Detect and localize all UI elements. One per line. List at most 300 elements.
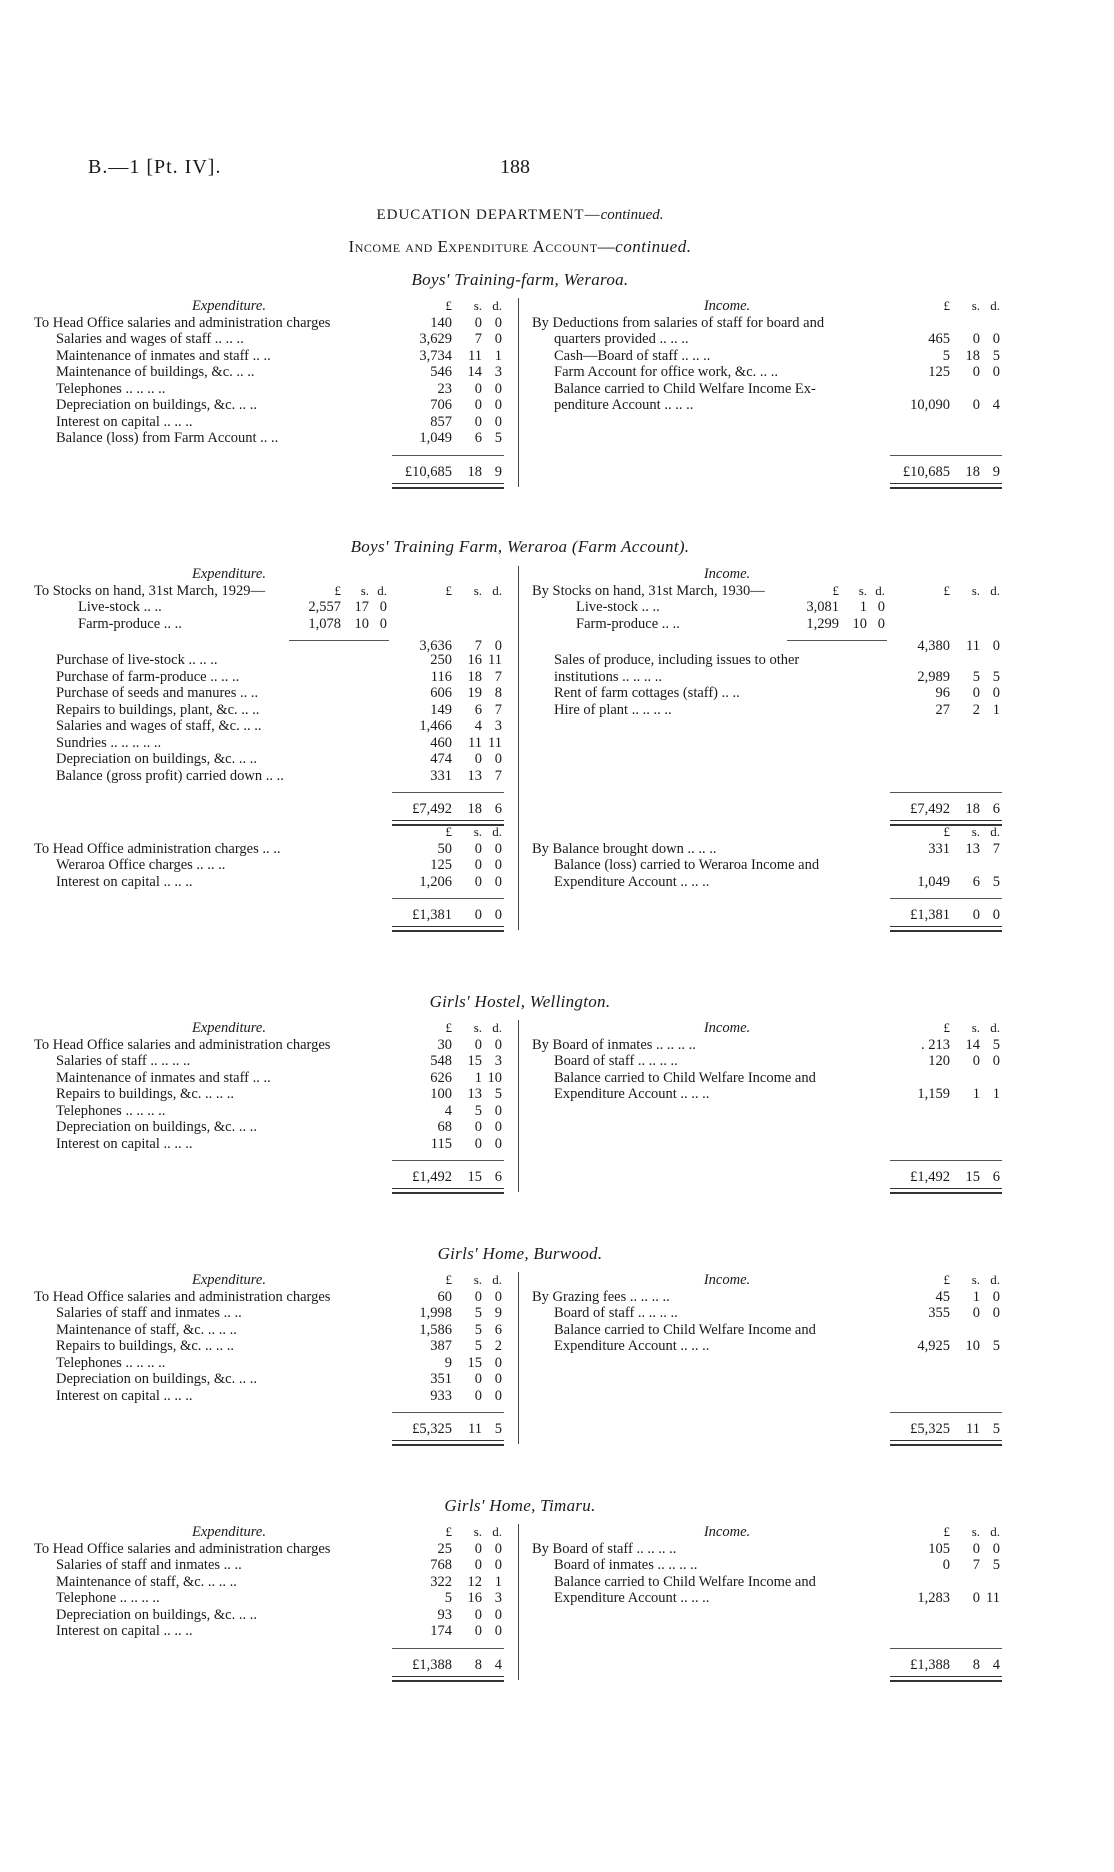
amount-pence: 0 — [992, 907, 1000, 923]
column-divider — [518, 1272, 519, 1444]
amount-pounds: £1,381 — [412, 907, 452, 923]
amount-shillings: 0 — [972, 397, 980, 413]
amount-pence: 0 — [494, 1288, 502, 1305]
amount-pence: 0 — [992, 1288, 1000, 1305]
amount-pence: 0 — [494, 1102, 502, 1119]
ledger-item-text: To Head Office administration charges .. .. — [34, 840, 281, 857]
income-column — [532, 1524, 1002, 1680]
pound-sign: £ — [943, 824, 950, 839]
ledger-row — [34, 414, 504, 431]
total-double-rule — [890, 483, 1002, 489]
ledger-item-text: Maintenance of staff, &c. .. .. .. — [56, 1321, 237, 1338]
shilling-sign: s. — [971, 1524, 980, 1539]
ledger-row — [532, 381, 1002, 398]
stock-item-text: Farm-produce .. .. — [576, 615, 680, 632]
column-divider — [518, 566, 519, 930]
income-column — [532, 298, 1002, 487]
amount-shillings: 0 — [474, 1371, 482, 1387]
ledger-row — [34, 1322, 504, 1339]
spacer — [532, 718, 1002, 784]
amount-pence: 0 — [494, 1387, 502, 1404]
ledger-row — [532, 1322, 1002, 1339]
amount-pounds: 1,586 — [419, 1321, 452, 1338]
amount-pounds: 355 — [928, 1305, 950, 1321]
ledger-item-text: By Grazing fees .. .. .. .. — [532, 1288, 670, 1305]
amount-shillings: 18 — [965, 347, 980, 364]
amount-pounds: 5 — [444, 1590, 452, 1606]
amount-pence: 7 — [494, 668, 502, 685]
ledger-row — [532, 702, 1002, 719]
column-header — [34, 566, 504, 583]
ledger-row — [34, 1136, 504, 1153]
column-header — [34, 1020, 504, 1037]
amount-pence: 0 — [494, 1623, 502, 1639]
income-column — [532, 1020, 1002, 1192]
total-rule — [392, 792, 504, 793]
stock-opening-text: By Stocks on hand, 31st March, 1930— — [532, 582, 765, 599]
total-row — [532, 1640, 1002, 1680]
amount-pence: 8 — [494, 685, 502, 701]
amount-pounds: £7,492 — [412, 801, 452, 817]
section-title-girls-home-burwood: Girls' Home, Burwood. — [437, 1244, 603, 1263]
ledger-item-text: Maintenance of buildings, &c. .. .. — [56, 364, 255, 380]
currency-header-row — [34, 824, 504, 841]
pence-sign: d. — [377, 582, 387, 598]
ledger-item-text: To Head Office salaries and administration charges — [34, 1036, 331, 1053]
amount-shillings: 16 — [467, 1590, 482, 1606]
stock-opening-row — [34, 583, 504, 600]
ledger-row — [34, 718, 504, 735]
shilling-sign: s. — [473, 298, 482, 313]
pound-sign: £ — [832, 582, 839, 598]
amount-pounds: 387 — [430, 1338, 452, 1354]
ledger-item-text: Telephones .. .. .. .. — [56, 1354, 166, 1371]
total-row — [34, 1640, 504, 1680]
amount-shillings: 0 — [474, 413, 482, 430]
amount-pounds: 105 — [928, 1540, 950, 1557]
ledger-item-text: Cash—Board of staff .. .. .. — [554, 347, 711, 364]
total-rule — [392, 1648, 504, 1649]
ledger-row — [34, 315, 504, 332]
amount-pence: 3 — [494, 1053, 502, 1069]
amount-shillings: 5 — [972, 668, 980, 685]
amount-pence: 0 — [494, 751, 502, 767]
amount-shillings: 0 — [474, 380, 482, 397]
amount-pence: 1 — [494, 347, 502, 364]
amount-pence: 5 — [494, 1086, 502, 1102]
amount-pounds: . 213 — [921, 1036, 950, 1053]
amount-pence: 5 — [992, 347, 1000, 364]
ledger-row — [34, 1388, 504, 1405]
total-double-rule — [392, 1676, 504, 1682]
amount-shillings: 7 — [474, 638, 482, 654]
amount-pounds: 116 — [430, 668, 452, 685]
ledger-row — [34, 1070, 504, 1087]
ledger-item-text: Maintenance of staff, &c. .. .. .. — [56, 1573, 237, 1590]
ledger-row — [532, 1086, 1002, 1103]
amount-pounds: £1,492 — [910, 1169, 950, 1185]
amount-shillings: 13 — [467, 767, 482, 784]
ledger-item-text: By Deductions from salaries of staff for board and — [532, 314, 825, 331]
ledger-row — [34, 1338, 504, 1355]
amount-pounds: 9 — [444, 1354, 452, 1371]
amount-pounds: 68 — [437, 1119, 452, 1135]
amount-pence: 5 — [992, 1036, 1000, 1053]
subtotal-rule — [787, 640, 887, 641]
column-label: Expenditure. — [192, 1020, 266, 1036]
shilling-sign: s. — [858, 582, 867, 598]
ledger-row — [34, 768, 504, 785]
ledger-row — [532, 1037, 1002, 1054]
amount-pence: 9 — [992, 463, 1000, 480]
ledger-item-text: quarters provided .. .. .. — [554, 331, 689, 347]
amount-pounds: 3,734 — [419, 347, 452, 364]
amount-shillings: 0 — [972, 685, 980, 701]
ledger-row — [34, 751, 504, 768]
amount-shillings: 0 — [474, 751, 482, 767]
ledger-row — [34, 1607, 504, 1624]
ledger-row — [532, 364, 1002, 381]
amount-shillings: 2 — [972, 701, 980, 718]
amount-pence: 6 — [494, 1169, 502, 1185]
ledger-item-text: Salaries and wages of staff, &c. .. .. — [56, 718, 262, 734]
stock-sub-row — [34, 599, 504, 616]
amount-pence: 0 — [379, 599, 387, 615]
amount-shillings: 8 — [972, 1656, 980, 1673]
ledger-item-text: Interest on capital .. .. .. — [56, 1623, 193, 1639]
ledger-row — [34, 735, 504, 752]
total-rule — [890, 455, 1002, 456]
pence-sign: d. — [492, 824, 502, 839]
total-row — [34, 1404, 504, 1444]
shilling-sign: s. — [473, 582, 482, 598]
amount-shillings: 1 — [474, 1069, 482, 1086]
amount-pence: 7 — [494, 701, 502, 718]
amount-pence: 0 — [992, 685, 1000, 701]
amount-shillings: 14 — [965, 1036, 980, 1053]
ledger-item-text: Interest on capital .. .. .. — [56, 1135, 193, 1152]
total-double-rule — [392, 1188, 504, 1194]
amount-shillings: 10 — [852, 615, 867, 632]
ledger-item-text: Interest on capital .. .. .. — [56, 413, 193, 430]
amount-shillings: 1 — [972, 1288, 980, 1305]
stock-item-text: Live-stock .. .. — [78, 599, 162, 615]
amount-shillings: 0 — [474, 840, 482, 857]
amount-shillings: 0 — [474, 1036, 482, 1053]
amount-pounds: 5 — [942, 347, 950, 364]
ledger-row — [34, 857, 504, 874]
total-row — [532, 447, 1002, 487]
shilling-sign: s. — [473, 824, 482, 839]
ledger-item-text: Maintenance of inmates and staff .. .. — [56, 347, 271, 364]
pound-sign: £ — [445, 1272, 452, 1287]
amount-pence: 7 — [494, 767, 502, 784]
account-continued: continued. — [615, 237, 692, 256]
ledger-row — [532, 1305, 1002, 1322]
ledger-row — [34, 669, 504, 686]
amount-pounds: 351 — [430, 1371, 452, 1387]
column-label: Income. — [703, 566, 751, 582]
stock-sub-row — [34, 616, 504, 633]
amount-pence: 0 — [494, 857, 502, 873]
amount-shillings: 18 — [467, 668, 482, 685]
total-rule — [392, 1160, 504, 1161]
pound-sign: £ — [943, 582, 950, 598]
amount-pounds: 606 — [430, 685, 452, 701]
column-label: Income. — [703, 1524, 751, 1540]
pound-sign: £ — [943, 1524, 950, 1539]
section-title-boys-training-farm: Boys' Training-farm, Weraroa. — [411, 270, 629, 289]
amount-shillings: 15 — [467, 1053, 482, 1069]
column-header — [34, 298, 504, 315]
account-heading — [0, 237, 1040, 257]
ledger-item-text: Weraroa Office charges .. .. .. — [56, 857, 226, 873]
pound-sign: £ — [334, 582, 341, 598]
ledger-item-text: Rent of farm cottages (staff) .. .. — [554, 685, 740, 701]
column-header — [532, 1020, 1002, 1037]
amount-pence: 0 — [494, 1135, 502, 1152]
amount-pounds: 50 — [437, 840, 452, 857]
amount-shillings: 15 — [467, 1169, 482, 1185]
total-double-rule — [890, 1440, 1002, 1446]
amount-pence: 7 — [992, 840, 1000, 857]
amount-shillings: 11 — [966, 638, 980, 654]
amount-pence: 0 — [494, 873, 502, 890]
amount-pounds: 857 — [430, 413, 452, 430]
total-double-rule — [890, 1188, 1002, 1194]
ledger-item-text: By Board of staff .. .. .. .. — [532, 1540, 677, 1557]
amount-pence: 0 — [494, 638, 502, 654]
amount-shillings: 13 — [467, 1086, 482, 1102]
pence-sign: d. — [990, 824, 1000, 839]
shilling-sign: s. — [971, 824, 980, 839]
expenditure-column — [34, 1020, 504, 1192]
ledger-row — [34, 1289, 504, 1306]
ledger-row — [34, 1541, 504, 1558]
amount-pounds: 4,925 — [917, 1338, 950, 1354]
section-title-girls-home-timaru: Girls' Home, Timaru. — [444, 1496, 596, 1515]
amount-shillings: 0 — [474, 314, 482, 331]
amount-pounds: 0 — [942, 1557, 950, 1573]
ledger-item-text: To Head Office salaries and administration charges — [34, 314, 331, 331]
shilling-sign: s. — [360, 582, 369, 598]
amount-pence: 5 — [992, 668, 1000, 685]
ledger-row — [34, 685, 504, 702]
total-row — [34, 890, 504, 930]
total-rule — [890, 1648, 1002, 1649]
ledger-item-text: Salaries of staff and inmates .. .. — [56, 1557, 242, 1573]
amount-pence: 5 — [992, 1338, 1000, 1354]
amount-pence: 3 — [494, 364, 502, 380]
pence-sign: d. — [990, 1272, 1000, 1287]
amount-shillings: 0 — [474, 1623, 482, 1639]
amount-shillings: 0 — [972, 1305, 980, 1321]
ledger-row — [34, 331, 504, 348]
amount-shillings: 0 — [474, 873, 482, 890]
ledger-row — [532, 348, 1002, 365]
amount-pounds: £1,388 — [910, 1656, 950, 1673]
pence-sign: d. — [990, 1524, 1000, 1539]
amount-pence: 0 — [494, 397, 502, 413]
amount-pounds: 626 — [430, 1069, 452, 1086]
amount-pence: 1 — [494, 1573, 502, 1590]
ledger-row — [532, 669, 1002, 686]
ledger-item-text: By Board of inmates .. .. .. .. — [532, 1036, 696, 1053]
ledger-row — [532, 1590, 1002, 1607]
pence-sign: d. — [492, 1020, 502, 1035]
section-title-girls-hostel: Girls' Hostel, Wellington. — [429, 992, 611, 1011]
ledger-item-text: Balance (loss) carried to Weraroa Income and — [554, 857, 820, 873]
amount-shillings: 10 — [965, 1338, 980, 1354]
amount-shillings: 0 — [972, 907, 980, 923]
amount-shillings: 6 — [474, 701, 482, 718]
amount-pence: 0 — [494, 1119, 502, 1135]
amount-pence: 1 — [992, 701, 1000, 718]
expenditure-column — [34, 1272, 504, 1444]
amount-shillings: 0 — [972, 1540, 980, 1557]
column-label: Expenditure. — [192, 566, 266, 582]
total-row — [532, 890, 1002, 930]
total-row — [532, 1152, 1002, 1192]
amount-pounds: 322 — [430, 1573, 452, 1590]
ledger-item-text: institutions .. .. .. .. — [554, 668, 662, 685]
amount-shillings: 6 — [474, 430, 482, 446]
amount-shillings: 7 — [972, 1557, 980, 1573]
amount-pence: 0 — [494, 1354, 502, 1371]
ledger-item-text: Repairs to buildings, &c. .. .. .. — [56, 1086, 235, 1102]
amount-pence: 9 — [494, 1305, 502, 1321]
department-continued: continued. — [600, 207, 664, 223]
amount-shillings: 0 — [474, 1288, 482, 1305]
ledger-item-text: penditure Account .. .. .. — [554, 397, 694, 413]
ledger-row — [34, 1037, 504, 1054]
amount-pounds: 174 — [430, 1623, 452, 1639]
total-double-rule — [392, 1440, 504, 1446]
amount-pence: 0 — [992, 1053, 1000, 1069]
amount-pounds: 115 — [430, 1135, 452, 1152]
amount-shillings: 0 — [972, 1053, 980, 1069]
amount-pence: 0 — [992, 331, 1000, 347]
amount-pence: 3 — [494, 1590, 502, 1606]
ledger-item-text: Telephone .. .. .. .. — [56, 1590, 160, 1606]
amount-pounds: 1,466 — [419, 718, 452, 734]
total-rule — [392, 898, 504, 899]
total-rule — [890, 898, 1002, 899]
column-label: Income. — [703, 298, 751, 314]
spacer — [532, 1103, 1002, 1153]
ledger-row — [532, 1070, 1002, 1087]
stock-item-text: Live-stock .. .. — [576, 599, 660, 615]
total-row — [34, 1152, 504, 1192]
ledger-item-text: Balance (loss) from Farm Account .. .. — [56, 430, 279, 446]
ledger-item-text: Telephones .. .. .. .. — [56, 380, 166, 397]
ledger-row — [34, 874, 504, 891]
stock-item-text: Farm-produce .. .. — [78, 615, 182, 632]
amount-shillings: 0 — [972, 1590, 980, 1606]
amount-pence: 11 — [488, 652, 502, 668]
ledger-item-text: Depreciation on buildings, &c. .. .. — [56, 1119, 257, 1135]
pound-sign: £ — [445, 1524, 452, 1539]
column-label: Income. — [703, 1272, 751, 1288]
amount-pounds: 768 — [430, 1557, 452, 1573]
ledger-item-text: By Balance brought down .. .. .. — [532, 840, 717, 857]
amount-pence: 0 — [992, 364, 1000, 380]
amount-pence: 0 — [494, 1606, 502, 1623]
pence-sign: d. — [875, 582, 885, 598]
total-row — [34, 784, 504, 824]
amount-shillings: 4 — [474, 718, 482, 734]
amount-pounds: 331 — [928, 840, 950, 857]
ledger-item-text: Salaries of staff and inmates .. .. — [56, 1305, 242, 1321]
amount-shillings: 0 — [474, 1540, 482, 1557]
amount-pounds: £10,685 — [404, 463, 452, 480]
amount-pounds: 149 — [430, 701, 452, 718]
amount-pounds: £1,381 — [910, 907, 950, 923]
total-rule — [890, 792, 1002, 793]
amount-pence: 0 — [494, 413, 502, 430]
total-double-rule — [890, 926, 1002, 932]
shilling-sign: s. — [971, 1272, 980, 1287]
amount-shillings: 11 — [468, 347, 482, 364]
amount-pounds: 460 — [430, 734, 452, 751]
column-divider — [518, 1020, 519, 1192]
amount-pounds: 100 — [430, 1086, 452, 1102]
amount-pounds: 3,629 — [419, 331, 452, 347]
amount-pence: 4 — [992, 397, 1000, 413]
ledger-item-text: Balance carried to Child Welfare Income and — [554, 1321, 816, 1338]
ledger-row — [34, 1623, 504, 1640]
running-head: B.—1 [Pt. IV]. — [88, 156, 222, 178]
ledger-row — [34, 1590, 504, 1607]
column-header — [34, 1272, 504, 1289]
pound-sign: £ — [445, 1020, 452, 1035]
ledger-item-text: Balance carried to Child Welfare Income and — [554, 1573, 816, 1590]
stock-opening-row — [532, 583, 1002, 600]
ledger-item-text: Board of staff .. .. .. .. — [554, 1053, 678, 1069]
amount-shillings: 8 — [474, 1656, 482, 1673]
amount-pounds: 706 — [430, 397, 452, 413]
total-rule — [392, 1412, 504, 1413]
amount-pounds: 474 — [430, 751, 452, 767]
pound-sign: £ — [943, 1020, 950, 1035]
stock-subtotal-row — [34, 632, 504, 652]
amount-pounds: 3,636 — [419, 638, 452, 654]
total-row — [34, 447, 504, 487]
amount-shillings: 11 — [966, 1421, 980, 1437]
shilling-sign: s. — [971, 1020, 980, 1035]
pence-sign: d. — [492, 582, 502, 598]
amount-pence: 0 — [992, 638, 1000, 654]
ledger-row — [532, 1557, 1002, 1574]
pound-sign: £ — [445, 298, 452, 313]
amount-pence: 0 — [877, 615, 885, 632]
ledger-row — [34, 702, 504, 719]
ledger-row — [34, 1574, 504, 1591]
amount-pounds: 1,283 — [917, 1590, 950, 1606]
total-rule — [890, 1160, 1002, 1161]
ledger-item-text: Depreciation on buildings, &c. .. .. — [56, 1371, 257, 1387]
amount-pounds: 4 — [444, 1102, 452, 1119]
income-column — [532, 1272, 1002, 1444]
department-name: EDUCATION DEPARTMENT— — [376, 207, 601, 223]
column-label: Expenditure. — [192, 298, 266, 314]
amount-pence: 0 — [494, 1557, 502, 1573]
total-double-rule — [392, 483, 504, 489]
amount-pence: 10 — [487, 1069, 502, 1086]
department-heading — [0, 207, 1040, 224]
amount-pounds: 23 — [437, 380, 452, 397]
amount-pounds: 250 — [430, 652, 452, 668]
